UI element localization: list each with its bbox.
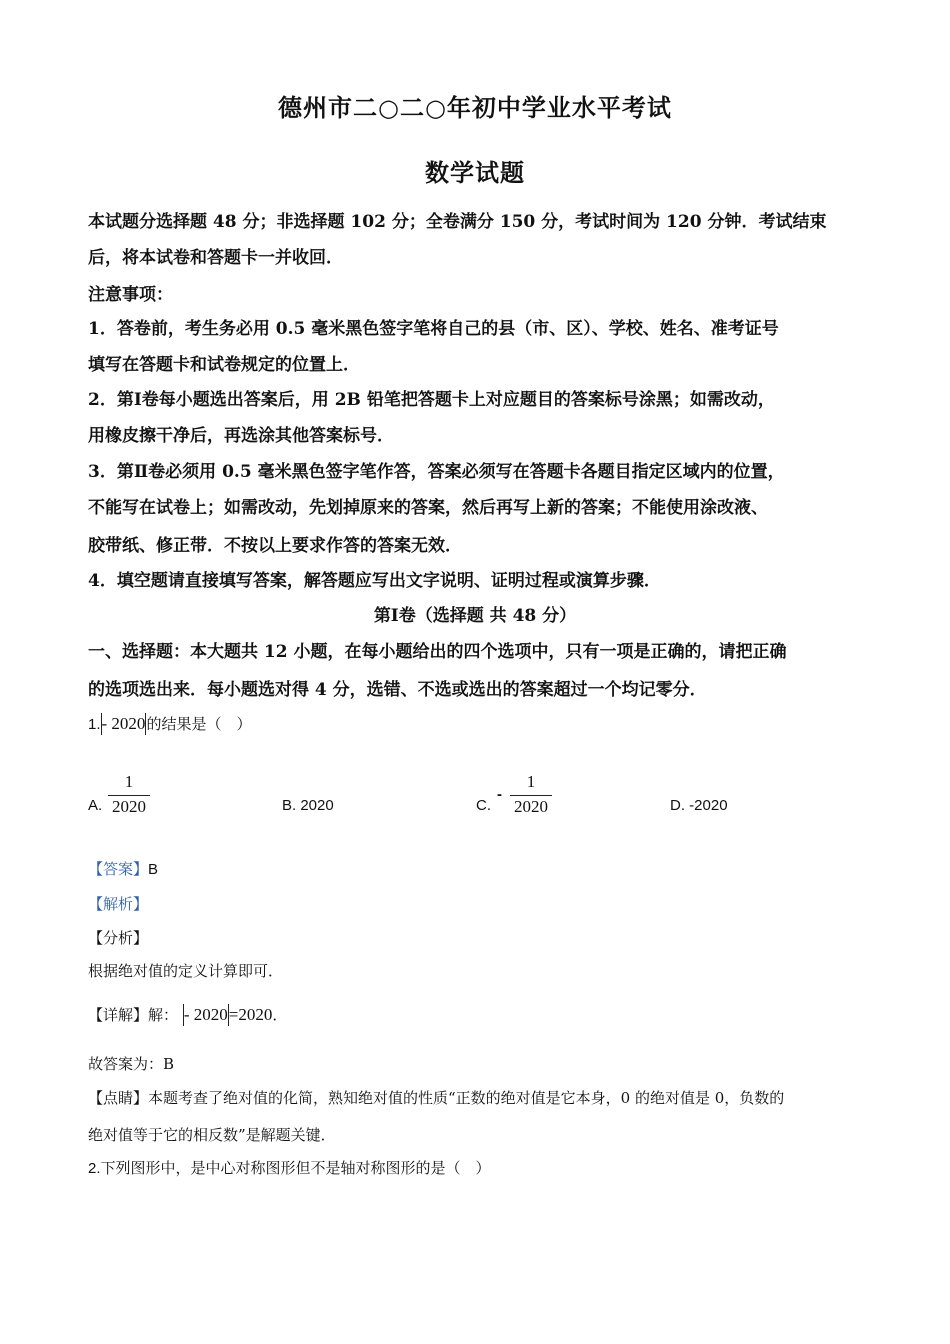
intro-line-1: 本试题分选择题 48 分；非选择题 102 分；全卷满分 150 分，考试时间为 120 分钟．考试结束 (88, 212, 827, 232)
dianjing-line-2: 绝对值等于它的相反数”是解题关键． (88, 1126, 336, 1144)
question-number: 1. (88, 716, 101, 733)
notice-line: 胶带纸、修正带．不按以上要求作答的答案无效． (88, 536, 462, 556)
option-d: D. -2020 (670, 797, 728, 814)
fraction-denominator: 2020 (112, 797, 146, 816)
detail-line (88, 1004, 868, 1026)
detail-result: =2020 (228, 1005, 273, 1024)
section-instruction: 一、选择题：本大题共 12 小题，在每小题给出的四个选项中，只有一项是正确的，请把正确 (88, 642, 787, 662)
fraction-denominator: 2020 (514, 797, 548, 816)
notice-line: 填写在答题卡和试卷规定的位置上． (88, 355, 360, 375)
detail-tag: 【详解】 (88, 1006, 149, 1024)
question-2 (88, 1157, 868, 1178)
notice-line: 2．第Ⅰ卷每小题选出答案后，用 2B 铅笔把答题卡上对应题目的答案标号涂黑；如需改动， (88, 390, 775, 410)
section-instruction: 的选项选出来．每小题选对得 4 分，选错、不选或选出的答案超过一个均记零分． (88, 680, 707, 700)
final-answer: 故答案为：B (88, 1055, 175, 1073)
exam-subtitle: 数学试题 (425, 158, 525, 187)
detail-end: ． (272, 1006, 288, 1024)
exam-title: 德州市二○二○年初中学业水平考试 (278, 93, 672, 122)
abs-expression: - 2020 (101, 714, 146, 733)
option-a-label: A. (88, 797, 103, 814)
dianjing-line-1 (88, 1087, 868, 1108)
answer-tag: 【答案】 (88, 860, 149, 878)
fraction-bar (510, 795, 552, 796)
question-1 (88, 713, 868, 735)
fraction-numerator: 1 (526, 772, 536, 791)
fenxi-tag: 【分析】 (88, 929, 149, 947)
detail-expression: - 2020 (183, 1005, 228, 1024)
notice-heading: 注意事项： (88, 285, 173, 305)
dianjing-tag: 【点睛】 (88, 1089, 149, 1107)
option-c-label: C. (476, 797, 491, 814)
dianjing-text: 本题考查了绝对值的化简，熟知绝对值的性质“正数的绝对值是它本身，0 的绝对值是 0，负数的 (148, 1089, 785, 1107)
option-c-fraction (510, 772, 552, 819)
notice-line: 4．填空题请直接填写答案，解答题应写出文字说明、证明过程或演算步骤． (88, 571, 661, 591)
notice-line: 不能写在试卷上；如需改动，先划掉原来的答案，然后再写上新的答案；不能使用涂改液、 (88, 498, 768, 518)
notice-line: 3．第Ⅱ卷必须用 0.5 毫米黑色签字笔作答，答案必须写在答题卡各题目指定区域内的位置， (88, 462, 785, 482)
fraction-numerator: 1 (124, 772, 134, 791)
analysis-tag: 【解析】 (88, 895, 149, 913)
question-stem: 下列图形中，是中心对称图形但不是轴对称图形的是（ ） (100, 1159, 491, 1177)
option-b: B. 2020 (282, 797, 334, 814)
answer-value: B (148, 861, 159, 878)
intro-line-2: 后，将本试卷和答题卡一并收回． (88, 248, 343, 268)
answer-line (88, 858, 868, 879)
detail-prefix: 解： (148, 1006, 179, 1024)
option-c-sign: - (497, 786, 502, 803)
question-stem: 的结果是（ ） (146, 715, 252, 733)
notice-line: 用橡皮擦干净后，再选涂其他答案标号． (88, 426, 394, 446)
notice-line: 1．答卷前，考生务必用 0.5 毫米黑色签字笔将自己的县（市、区）、学校、姓名、准考证号 (88, 319, 779, 339)
fenxi-text: 根据绝对值的定义计算即可． (88, 962, 284, 980)
option-a-fraction (108, 772, 150, 819)
question-number: 2. (88, 1160, 101, 1177)
section-title: 第Ⅰ卷（选择题 共 48 分） (373, 606, 577, 626)
fraction-bar (108, 795, 150, 796)
